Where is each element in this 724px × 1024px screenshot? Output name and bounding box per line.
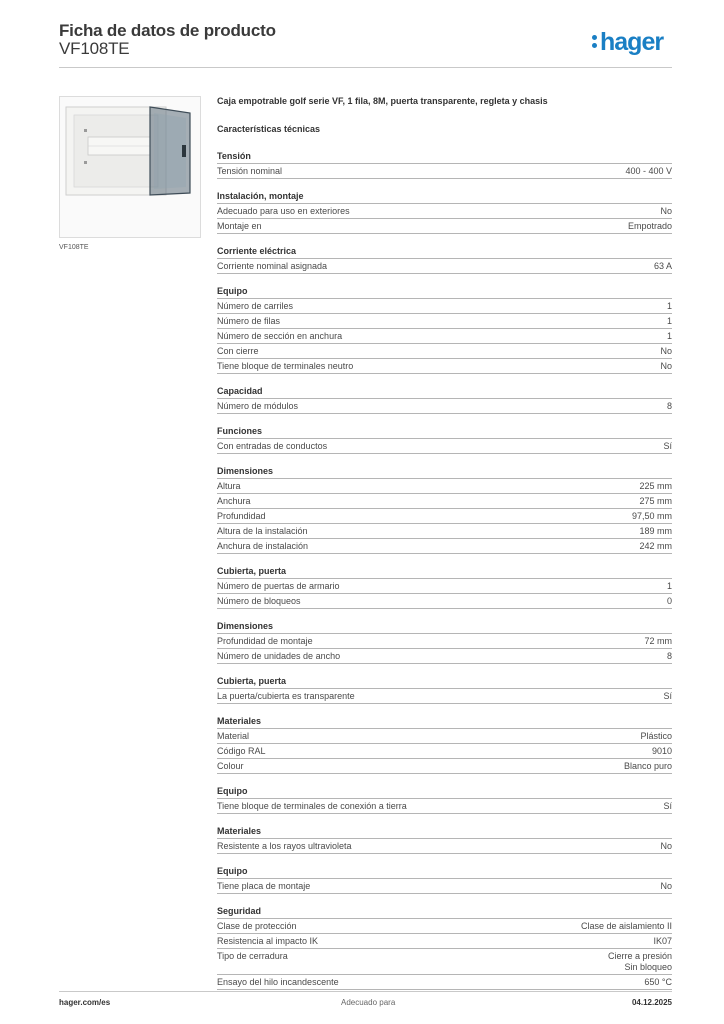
- spec-label: La puerta/cubierta es transparente: [217, 691, 355, 701]
- spec-value: 1: [666, 301, 672, 311]
- spec-row: [217, 799, 672, 814]
- spec-group-title: Seguridad: [217, 904, 672, 919]
- spec-value: Clase de aislamiento II: [580, 921, 672, 931]
- spec-group-title: Capacidad: [217, 384, 672, 399]
- spec-value: Cierre a presión Sin bloqueo: [607, 951, 672, 972]
- spec-row: [217, 839, 672, 854]
- spec-group: [217, 424, 672, 454]
- spec-value: 1: [666, 581, 672, 591]
- spec-row: [217, 494, 672, 509]
- spec-row: [217, 949, 672, 975]
- spec-row: [217, 634, 672, 649]
- hager-logo: [592, 28, 663, 56]
- product-reference: VF108TE: [59, 39, 130, 58]
- spec-value: 189 mm: [639, 526, 672, 536]
- spec-group: [217, 674, 672, 704]
- product-image: [59, 96, 201, 238]
- spec-label: Profundidad: [217, 511, 266, 521]
- spec-value: 8: [666, 401, 672, 411]
- spec-value: Sí: [663, 801, 672, 811]
- spec-label: Profundidad de montaje: [217, 636, 313, 646]
- spec-row: [217, 219, 672, 234]
- spec-group: [217, 864, 672, 894]
- spec-group: [217, 784, 672, 814]
- spec-label: Número de sección en anchura: [217, 331, 343, 341]
- footer-divider: [59, 991, 672, 992]
- spec-value: 0: [666, 596, 672, 606]
- spec-group-title: Dimensiones: [217, 619, 672, 634]
- page-title: Ficha de datos de producto: [59, 21, 276, 40]
- spec-label: Clase de protección: [217, 921, 297, 931]
- spec-group-title: Cubierta, puerta: [217, 674, 672, 689]
- spec-label: Con cierre: [217, 346, 259, 356]
- spec-row: [217, 919, 672, 934]
- spec-label: Anchura de instalación: [217, 541, 309, 551]
- spec-label: Tiene placa de montaje: [217, 881, 311, 891]
- section-label: Características técnicas: [217, 124, 321, 134]
- spec-row: [217, 759, 672, 774]
- spec-group: [217, 824, 672, 854]
- spec-value: 9010: [651, 746, 672, 756]
- spec-group-title: Corriente eléctrica: [217, 244, 672, 259]
- spec-group-title: Equipo: [217, 284, 672, 299]
- spec-label: Tiene bloque de terminales de conexión a tierra: [217, 801, 407, 811]
- spec-row: [217, 344, 672, 359]
- footer-date: 04.12.2025: [631, 998, 672, 1007]
- spec-value: 400 - 400 V: [625, 166, 672, 176]
- spec-group: [217, 189, 672, 234]
- spec-value: 97,50 mm: [631, 511, 672, 521]
- spec-value: 242 mm: [639, 541, 672, 551]
- spec-label: Número de módulos: [217, 401, 299, 411]
- spec-group: [217, 284, 672, 374]
- spec-group: [217, 384, 672, 414]
- spec-value: 1: [666, 331, 672, 341]
- spec-value: 1: [666, 316, 672, 326]
- spec-row: [217, 649, 672, 664]
- spec-label: Altura de la instalación: [217, 526, 308, 536]
- spec-group: [217, 149, 672, 179]
- spec-label: Ensayo del hilo incandescente: [217, 977, 339, 987]
- spec-group: [217, 244, 672, 274]
- spec-value: Blanco puro: [623, 761, 672, 771]
- spec-group-title: Dimensiones: [217, 464, 672, 479]
- spec-row: [217, 539, 672, 554]
- spec-row: [217, 594, 672, 609]
- spec-row: [217, 934, 672, 949]
- spec-group: [217, 619, 672, 664]
- spec-value: 275 mm: [639, 496, 672, 506]
- distribution-box-icon: [60, 97, 200, 237]
- spec-group-title: Instalación, montaje: [217, 189, 672, 204]
- spec-row: [217, 509, 672, 524]
- spec-value: 8: [666, 651, 672, 661]
- spec-row: [217, 399, 672, 414]
- spec-row: [217, 164, 672, 179]
- spec-label: Corriente nominal asignada: [217, 261, 328, 271]
- spec-label: Resistente a los rayos ultravioleta: [217, 841, 352, 851]
- product-description: Caja empotrable golf serie VF, 1 fila, 8M, puerta transparente, regleta y chasis: [217, 96, 548, 106]
- spec-value: Plástico: [640, 731, 672, 741]
- spec-row: [217, 524, 672, 539]
- footer-website[interactable]: hager.com/es: [59, 998, 111, 1007]
- spec-row: [217, 689, 672, 704]
- spec-group-title: Tensión: [217, 149, 672, 164]
- footer-note: Adecuado para: [341, 998, 396, 1007]
- spec-value: IK07: [653, 936, 672, 946]
- spec-label: Con entradas de conductos: [217, 441, 328, 451]
- spec-group: [217, 714, 672, 774]
- spec-content: [217, 95, 672, 1000]
- spec-row: [217, 579, 672, 594]
- spec-group: [217, 464, 672, 554]
- spec-value: No: [660, 361, 672, 371]
- spec-value: 225 mm: [639, 481, 672, 491]
- spec-row: [217, 314, 672, 329]
- spec-label: Anchura: [217, 496, 251, 506]
- spec-value: 650 °C: [644, 977, 672, 987]
- spec-value: Sí: [663, 441, 672, 451]
- spec-row: [217, 299, 672, 314]
- spec-group-title: Cubierta, puerta: [217, 564, 672, 579]
- spec-label: Tiene bloque de terminales neutro: [217, 361, 354, 371]
- spec-value: 63 A: [653, 261, 672, 271]
- spec-group: [217, 904, 672, 990]
- spec-label: Número de carriles: [217, 301, 294, 311]
- spec-value: No: [660, 206, 672, 216]
- spec-value: No: [660, 346, 672, 356]
- spec-group-title: Materiales: [217, 714, 672, 729]
- spec-label: Número de unidades de ancho: [217, 651, 341, 661]
- spec-label: Colour: [217, 761, 244, 771]
- spec-value: No: [660, 841, 672, 851]
- spec-row: [217, 744, 672, 759]
- spec-row: [217, 879, 672, 894]
- spec-label: Altura: [217, 481, 241, 491]
- spec-label: Resistencia al impacto IK: [217, 936, 319, 946]
- logo-text: hager: [600, 28, 664, 56]
- spec-label: Número de filas: [217, 316, 281, 326]
- spec-value: Empotrado: [627, 221, 672, 231]
- spec-row: [217, 259, 672, 274]
- spec-row: [217, 329, 672, 344]
- spec-group-title: Funciones: [217, 424, 672, 439]
- spec-label: Código RAL: [217, 746, 266, 756]
- spec-label: Número de puertas de armario: [217, 581, 340, 591]
- spec-row: [217, 439, 672, 454]
- spec-label: Adecuado para uso en exteriores: [217, 206, 350, 216]
- spec-value: 72 mm: [644, 636, 672, 646]
- spec-label: Tipo de cerradura: [217, 951, 288, 961]
- spec-group-title: Equipo: [217, 784, 672, 799]
- spec-row: [217, 204, 672, 219]
- spec-label: Material: [217, 731, 250, 741]
- logo-dots-icon: [592, 35, 597, 49]
- spec-value: No: [660, 881, 672, 891]
- product-image-caption: VF108TE: [59, 244, 89, 251]
- spec-row: [217, 359, 672, 374]
- spec-label: Tensión nominal: [217, 166, 283, 176]
- spec-value: Sí: [663, 691, 672, 701]
- spec-groups: [217, 149, 672, 990]
- spec-row: [217, 729, 672, 744]
- spec-label: Montaje en: [217, 221, 262, 231]
- spec-row: [217, 479, 672, 494]
- spec-group-title: Materiales: [217, 824, 672, 839]
- spec-group-title: Equipo: [217, 864, 672, 879]
- spec-group: [217, 564, 672, 609]
- spec-label: Número de bloqueos: [217, 596, 301, 606]
- header-divider: [59, 67, 672, 68]
- spec-row: [217, 975, 672, 990]
